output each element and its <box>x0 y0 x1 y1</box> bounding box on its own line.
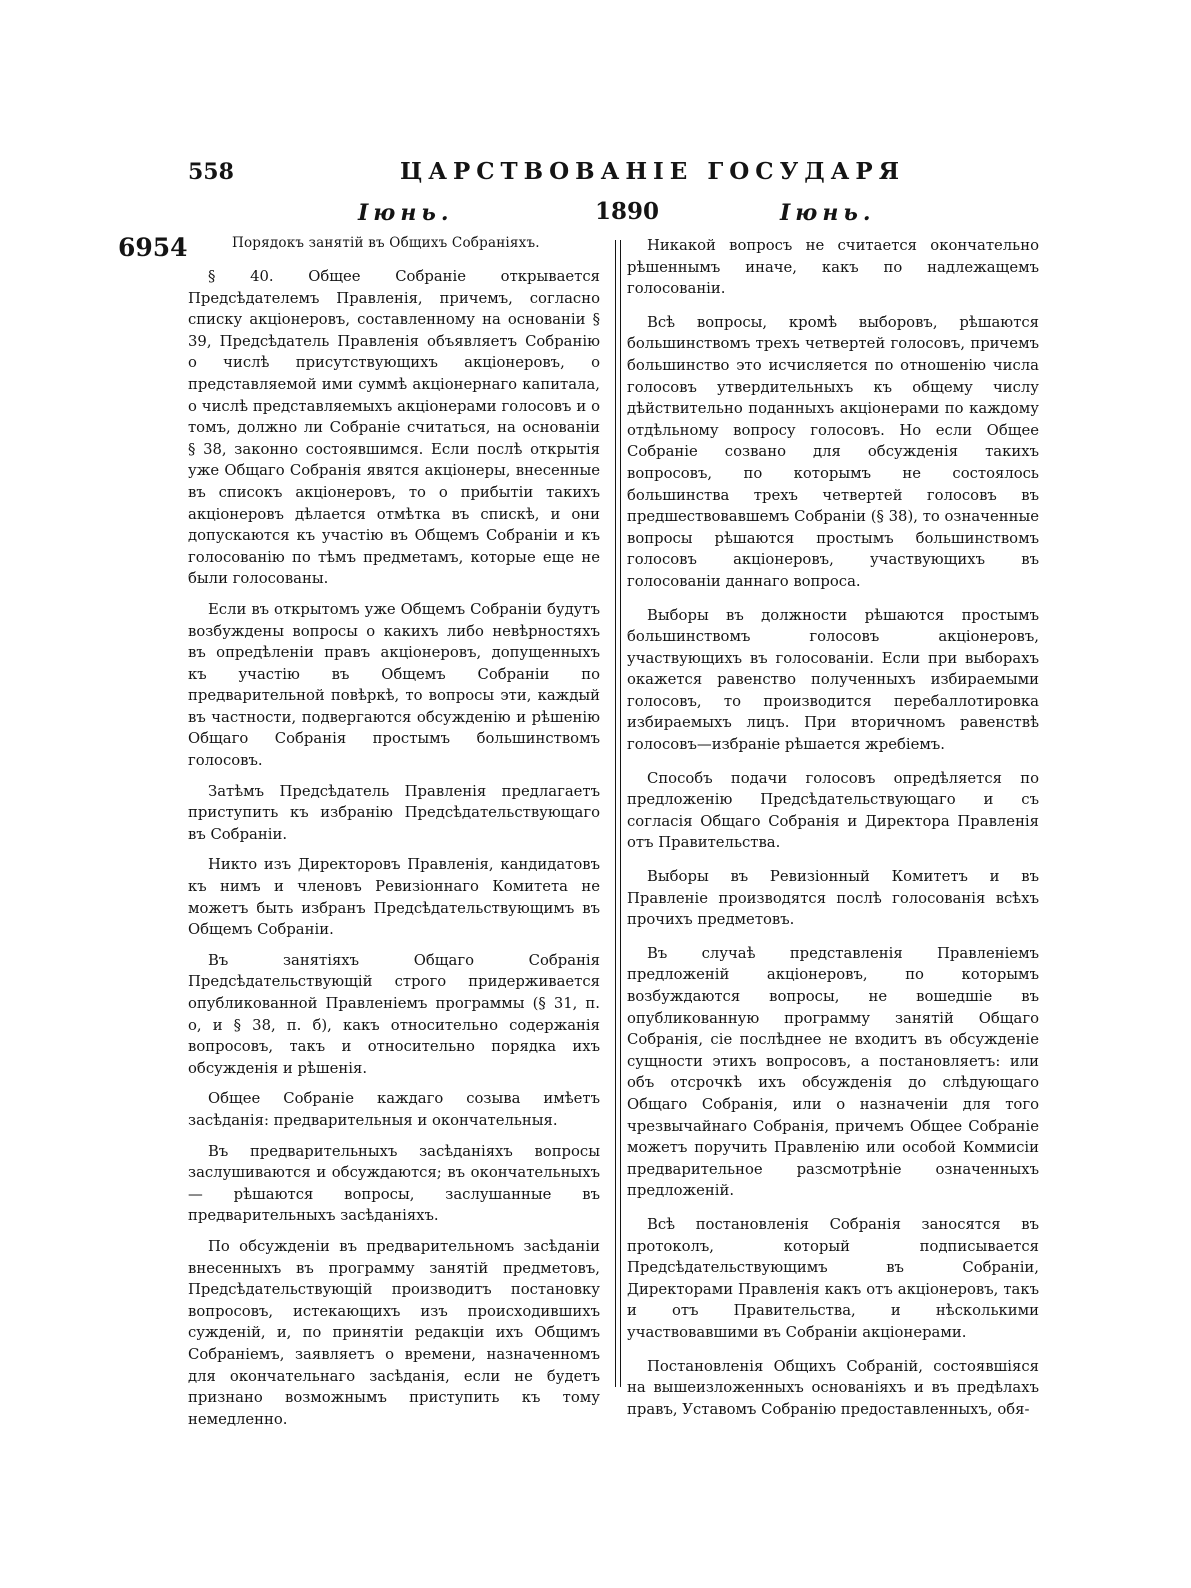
paragraph: Общее Собраніе каждаго созыва имѣетъ засѣданія: предварительныя и окончательныя. <box>188 1090 600 1129</box>
paragraph: Всѣ постановленія Собранія заносятся въ протоколъ, который подписывается Предсѣдательствующимъ въ Собраніи, Директорами Правленія какъ отъ акціонеровъ, такъ и отъ Правительства, и нѣсколькими участвовавшими въ Собраніи акціонерами. <box>627 1215 1039 1341</box>
paragraph: Никто изъ Директоровъ Правленія, кандидатовъ къ нимъ и членовъ Ревизіоннаго Комитета не можетъ быть избранъ Предсѣдательствующимъ въ Общемъ Собраніи. <box>188 856 600 939</box>
paragraph: Выборы въ должности рѣшаются простымъ большинствомъ голосовъ акціонеровъ, участвующихъ въ голосованіи. Если при выборахъ окажется равенство полученныхъ избираемыми голосовъ, то производится перебаллотировка избираемыхъ лицъ. При вторичномъ равенствѣ голосовъ—избраніе рѣшается жребіемъ. <box>627 606 1039 754</box>
paragraph: Въ занятіяхъ Общаго Собранія Предсѣдательствующій строго придерживается опубликованной Правленіемъ программы (§ 31, п. о, и § 38, п. б), какъ относительно содержанія вопросовъ, такъ и относительно порядка ихъ обсужденія и рѣшенія. <box>188 951 600 1077</box>
paragraph: Постановленія Общихъ Собраній, состоявшіяся на вышеизложенныхъ основаніяхъ и въ предѣлахъ правъ, Уставомъ Собранію предоставленныхъ, обя- <box>627 1357 1039 1418</box>
section-subtitle: Порядокъ занятій въ Общихъ Собраніяхъ. <box>232 235 540 251</box>
page-number: 558 <box>188 159 234 185</box>
paragraph: По обсужденіи въ предварительномъ засѣданіи внесенныхъ въ программу занятій предметовъ, Предсѣдательствующій производитъ постановку вопросовъ, истекающихъ изъ происходившихъ сужденій, и, по принятіи редакціи ихъ Общимъ Собраніемъ, заявляетъ о времени, назначенномъ для окончательнаго засѣданія, если не будетъ признано возможнымъ приступить къ тому немедленно. <box>188 1237 600 1428</box>
running-head: ЦАРСТВОВАНІЕ ГОСУДАРЯ <box>400 158 905 185</box>
paragraph: Затѣмъ Предсѣдатель Правленія предлагаетъ приступить къ избранію Предсѣдательствующаго въ Собраніи. <box>188 782 600 843</box>
paragraph: Въ предварительныхъ засѣданіяхъ вопросы заслушиваются и обсуждаются; въ окончательныхъ— рѣшаются вопросы, заслушанные въ предварительныхъ засѣданіяхъ. <box>188 1142 600 1225</box>
law-number: 6954 <box>118 233 188 262</box>
paragraph: Всѣ вопросы, кромѣ выборовъ, рѣшаются большинствомъ трехъ четвертей голосовъ, причемъ большинство это исчисляется по отношенію числа голосовъ утвердительныхъ къ общему числу дѣйствительно поданныхъ акціонерами по каждому отдѣльному вопросу голосовъ. Но если Общее Собраніе созвано для обсужденія такихъ вопросовъ, по которымъ не состоялось большинства трехъ четвертей голосовъ въ предшествовавшемъ Собраніи (§ 38), то означенные вопросы рѣшаются простымъ большинствомъ голосовъ акціонеровъ, участвующихъ въ голосованіи даннаго вопроса. <box>627 313 1039 590</box>
paragraph: Выборы въ Ревизіонный Комитетъ и въ Правленіе производятся послѣ голосованія всѣхъ прочихъ предметовъ. <box>627 868 1039 929</box>
year: 1890 <box>595 198 660 225</box>
paragraph: Никакой вопросъ не считается окончательно рѣшеннымъ иначе, какъ по надлежащемъ голосованіи. <box>627 237 1039 298</box>
column-divider <box>615 240 621 1387</box>
paragraph: Способъ подачи голосовъ опредѣляется по предложенію Предсѣдательствующаго и съ согласія Общаго Собранія и Директора Правленія отъ Правительства. <box>627 769 1039 852</box>
paragraph: Въ случаѣ представленія Правленіемъ предложеній акціонеровъ, по которымъ возбуждаются вопросы, не вошедшіе въ опубликованную программу занятій Общаго Собранія, сіе послѣднее не входитъ въ обсужденіе сущности этихъ вопросовъ, а постановляетъ: или объ отсрочкѣ ихъ обсужденія до слѣдующаго Общаго Собранія, или о назначеніи для того чрезвычайнаго Собранія, причемъ Общее Собраніе можетъ поручить Правленію или особой Коммисіи предварительное разсмотрѣніе означенныхъ предложеній. <box>627 944 1039 1200</box>
paragraph: § 40. Общее Собраніе открывается Предсѣдателемъ Правленія, причемъ, согласно списку акціонеровъ, составленному на основаніи § 39, Предсѣдатель Правленія объявляетъ Собранію о числѣ присутствующихъ акціонеровъ, о представляемой ими суммѣ акціонернаго капитала, о числѣ представляемыхъ акціонерами голосовъ и о томъ, должно ли Собраніе считаться, на основаніи § 38, законно состоявшимся. Если послѣ открытія уже Общаго Собранія явятся акціонеры, внесенные въ списокъ акціонеровъ, то о прибытіи такихъ акціонеровъ дѣлается отмѣтка въ спискѣ, и они допускаются къ участію въ Общемъ Собраніи и къ голосованію по тѣмъ предметамъ, которые еще не были голосованы. <box>188 268 600 588</box>
right-column <box>627 235 1039 1432</box>
paragraph: Если въ открытомъ уже Общемъ Собраніи будутъ возбуждены вопросы о какихъ либо невѣрностяхъ въ опредѣленіи правъ акціонеровъ, допущенныхъ къ участію въ Общемъ Собраніи по предварительной повѣркѣ, то вопросы эти, каждый въ частности, подвергаются обсужденію и рѣшенію Общаго Собранія простымъ большинствомъ голосовъ. <box>188 600 600 770</box>
month-left: Іюнь. <box>358 200 454 226</box>
month-right: Іюнь. <box>780 200 876 226</box>
left-column <box>188 235 600 1439</box>
